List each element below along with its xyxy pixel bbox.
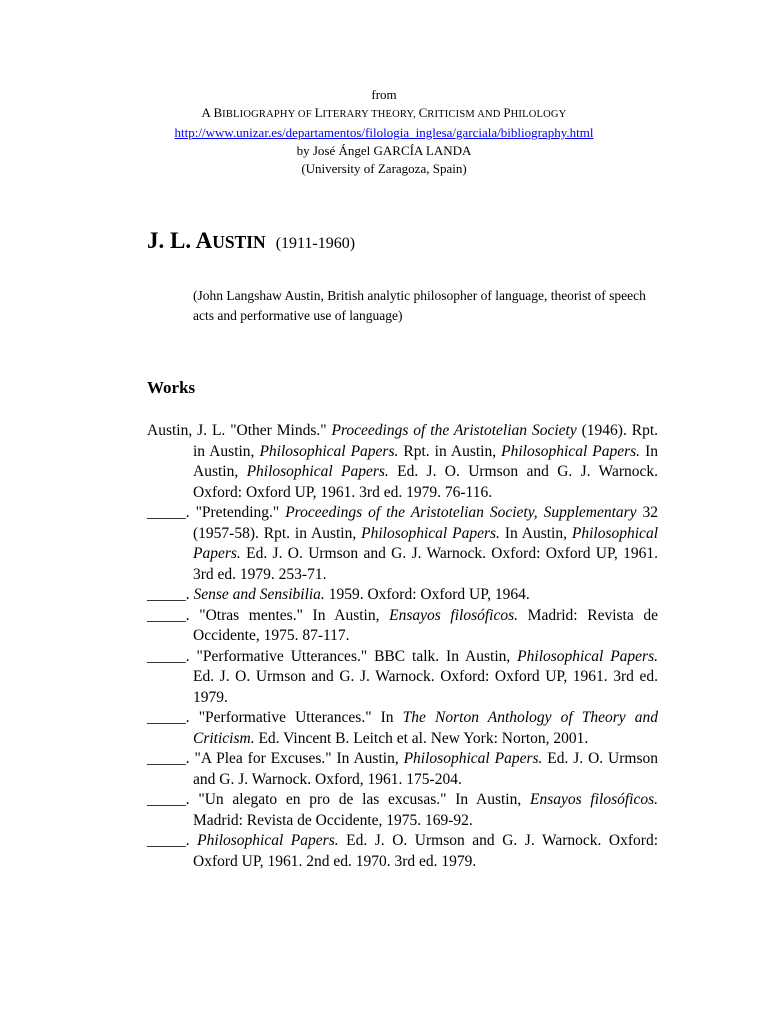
bibliography-entry: _____. "Un alegato en pro de las excusas." In Austin, Ensayos filosóficos. Madrid: Revista de Occidente, 1975. 169-92. (147, 791, 658, 829)
section-title-works: Works (147, 378, 196, 397)
works-list (147, 421, 658, 872)
bibliography-header (0, 86, 768, 178)
author-description: (John Langshaw Austin, British analytic philosopher of language, theorist of speech acts and performative use of language) (193, 288, 646, 323)
author-heading: J. L. AUSTIN (1911-1960) (147, 228, 356, 253)
author-dates: (1911-1960) (275, 235, 356, 252)
header-from: from (371, 87, 397, 102)
bibliography-entry: _____. "A Plea for Excuses." In Austin, Philosophical Papers. Ed. J. O. Urmson and G. J. Warnock. Oxford, 1961. 175-204. (147, 750, 658, 788)
header-affiliation: (University of Zaragoza, Spain) (301, 161, 467, 176)
bibliography-entry: _____. Sense and Sensibilia. 1959. Oxford: Oxford UP, 1964. (147, 586, 530, 603)
bibliography-entry: _____. Philosophical Papers. Ed. J. O. Urmson and G. J. Warnock. Oxford: Oxford UP, 1961. 2nd ed. 1970. 3rd ed. 1979. (147, 832, 658, 870)
bibliography-entry: _____. "Performative Utterances." In The Norton Anthology of Theory and Criticism. Ed. Vincent B. Leitch et al. New York: Norton, 2001. (147, 709, 659, 747)
bibliography-entry: _____. "Otras mentes." In Austin, Ensayos filosóficos. Madrid: Revista de Occidente, 1975. 87-117. (147, 606, 658, 644)
bibliography-title: A BIBLIOGRAPHY OF LITERARY THEORY, CRITICISM AND PHILOLOGY (201, 105, 567, 120)
bibliography-entry: _____. "Performative Utterances." BBC talk. In Austin, Philosophical Papers. Ed. J. O. Urmson and G. J. Warnock. Oxford: Oxford UP, 1961. 3rd ed. 1979. (147, 647, 658, 706)
header-byline: by José Ángel GARCÍA LANDA (296, 143, 472, 158)
bibliography-url-link[interactable]: http://www.unizar.es/departamentos/filologia_inglesa/garciala/bibliography.html (174, 125, 594, 140)
bibliography-entry: Austin, J. L. "Other Minds." Proceedings of the Aristotelian Society (1946). Rpt. in Austin, Philosophical Papers. Rpt. in Austin, Philosophical Papers. In Austin, Philosophical Papers. Ed. J. O. Urmson and G. J. Warnock. Oxford: Oxford UP, 1961. 3rd ed. 1979. 76-116. (147, 422, 659, 501)
bibliography-entry: _____. "Pretending." Proceedings of the Aristotelian Society, Supplementary 32 (1957-58). Rpt. in Austin, Philosophical Papers. In Austin, Philosophical Papers. Ed. J. O. Urmson and G. J. Warnock. Oxford: Oxford UP, 1961. 3rd ed. 1979. 253-71. (147, 504, 658, 583)
